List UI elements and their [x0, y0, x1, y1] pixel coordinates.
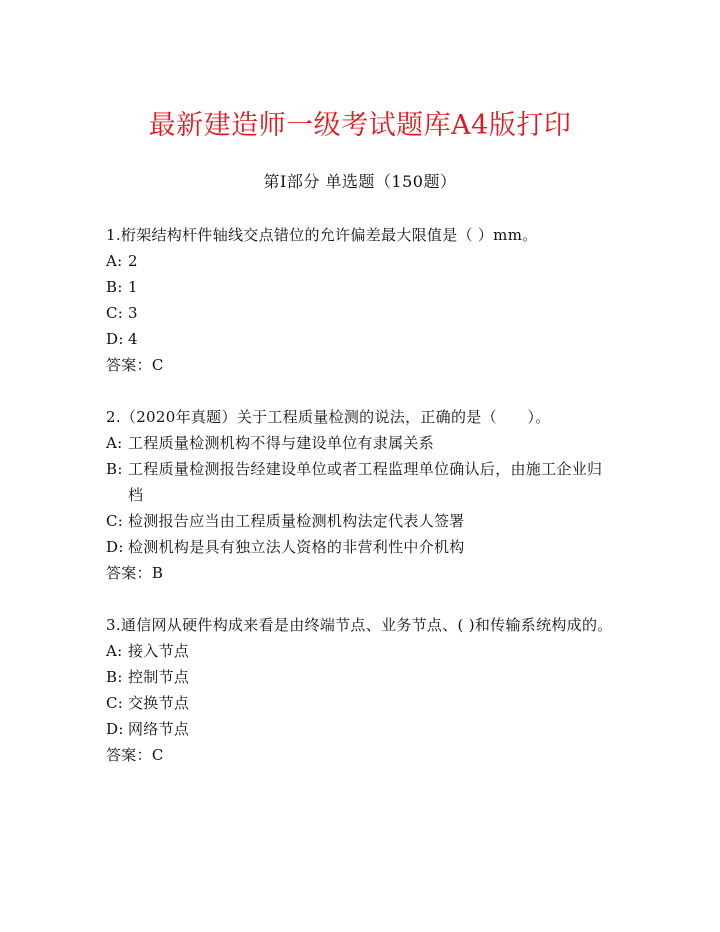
option-letter: D: — [106, 538, 124, 556]
option-d — [106, 534, 616, 560]
option-letter: B: — [106, 668, 123, 686]
option-b — [106, 456, 616, 508]
option-letter: D: — [106, 720, 124, 738]
answer-line: 答案：C — [106, 356, 164, 374]
option-text: 工程质量检测报告经建设单位或者工程监理单位确认后，由施工企业归档 — [128, 460, 603, 504]
option-text: 检测报告应当由工程质量检测机构法定代表人签署 — [128, 512, 465, 530]
option-letter: C: — [106, 512, 124, 530]
answer-line: 答案：C — [106, 746, 164, 764]
option-letter: B: — [106, 460, 123, 478]
option-letter: A: — [106, 642, 123, 660]
option-text: 2 — [128, 252, 138, 270]
option-text: 接入节点 — [128, 642, 190, 660]
option-d — [106, 716, 616, 742]
option-text: 4 — [128, 330, 138, 348]
question-stem: 2.（2020年真题）关于工程质量检测的说法，正确的是（ ）。 — [106, 408, 551, 426]
option-text: 网络节点 — [128, 720, 190, 738]
option-text: 工程质量检测机构不得与建设单位有隶属关系 — [128, 434, 435, 452]
option-d — [106, 326, 616, 352]
option-letter: A: — [106, 252, 123, 270]
option-a — [106, 638, 616, 664]
option-text: 检测机构是具有独立法人资格的非营利性中介机构 — [128, 538, 465, 556]
option-letter: D: — [106, 330, 124, 348]
option-b — [106, 274, 616, 300]
section-heading: 第I部分 单选题（150题） — [263, 172, 457, 191]
option-b — [106, 664, 616, 690]
option-text: 3 — [128, 304, 138, 322]
question-stem: 3.通信网从硬件构成来看是由终端节点、业务节点、( )和传输系统构成的。 — [106, 616, 613, 634]
option-letter: C: — [106, 694, 124, 712]
option-text: 交换节点 — [128, 694, 190, 712]
option-a — [106, 248, 616, 274]
option-letter: B: — [106, 278, 123, 296]
question-1 — [106, 222, 616, 378]
question-list — [106, 222, 616, 794]
question-stem: 1.桁架结构杆件轴线交点错位的允许偏差最大限值是（ ）mm。 — [106, 226, 538, 244]
option-text: 1 — [128, 278, 138, 296]
answer-line: 答案：B — [106, 564, 164, 582]
option-a — [106, 430, 616, 456]
option-c — [106, 508, 616, 534]
document-title: 最新建造师一级考试题库A4版打印 — [148, 110, 572, 141]
option-letter: A: — [106, 434, 123, 452]
option-letter: C: — [106, 304, 124, 322]
question-3 — [106, 612, 616, 768]
question-2 — [106, 404, 616, 586]
option-text: 控制节点 — [128, 668, 190, 686]
option-c — [106, 300, 616, 326]
option-c — [106, 690, 616, 716]
